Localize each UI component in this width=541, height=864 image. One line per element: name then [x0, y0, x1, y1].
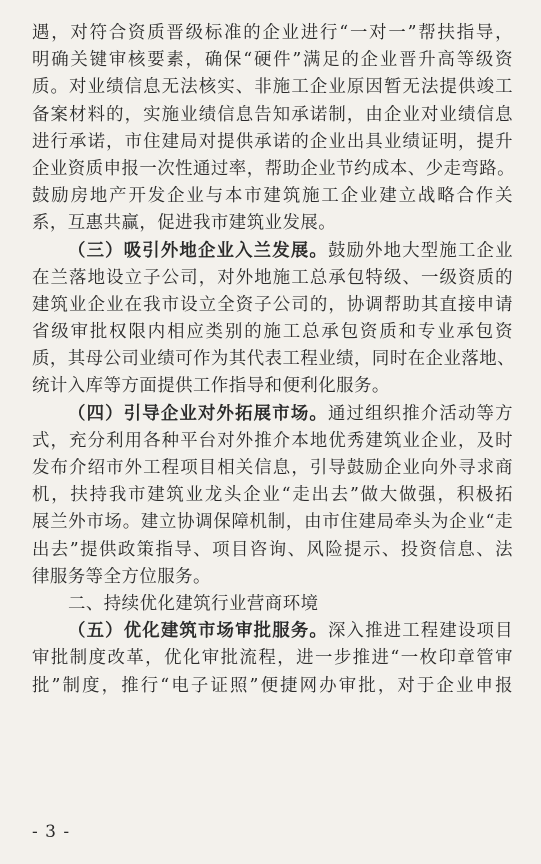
text-line: 统计入库等方面提供工作指导和便利化服务。: [32, 376, 390, 397]
text-line: 式，充分利用各种平台对外推介本地优秀建筑业企业，及时: [32, 430, 513, 451]
paragraph-text: 鼓励外地大型施工企业: [327, 240, 513, 261]
paragraph-text: 深入推进工程建设项目: [327, 621, 513, 642]
section-heading-3: （三）吸引外地企业入兰发展。: [68, 240, 328, 261]
text-line: 在兰落地设立子公司，对外地施工总承包特级、一级资质的: [32, 267, 513, 288]
text-line: 质。对业绩信息无法核实、非施工企业原因暂无法提供竣工: [32, 77, 513, 98]
text-line: 进行承诺，市住建局对提供承诺的企业出具业绩证明，提升: [32, 131, 513, 152]
text-line: 备案材料的，实施业绩信息告知承诺制，由企业对业绩信息: [32, 104, 513, 125]
text-line: 律服务等全方位服务。: [32, 566, 211, 587]
section-heading-5: （五）优化建筑市场审批服务。: [68, 621, 328, 642]
section-heading-4: （四）引导企业对外拓展市场。: [68, 403, 328, 424]
text-line: 鼓励房地产开发企业与本市建筑施工企业建立战略合作关: [32, 186, 513, 207]
text-line: 批”制度，推行“电子证照”便捷网办审批，对于企业申报: [32, 675, 513, 696]
paragraph-text: 通过组织推介活动等方: [327, 403, 513, 424]
text-line: 企业资质申报一次性通过率，帮助企业节约成本、少走弯路。: [32, 158, 516, 179]
text-line: 质，其母公司业绩可作为其代表工程业绩，同时在企业落地、: [32, 349, 516, 370]
text-line: 明确关键审核要素，确保“硬件”满足的企业晋升高等级资: [32, 50, 513, 71]
text-line: 展兰外市场。建立协调保障机制，由市住建局牵头为企业“走: [32, 512, 513, 533]
text-line: 审批制度改革，优化审批流程，进一步推进“一枚印章管审: [32, 648, 513, 669]
text-line: 发布介绍市外工程项目相关信息，引导鼓励企业向外寻求商: [32, 458, 513, 478]
text-line: 建筑业企业在我市设立全资子公司的，协调帮助其直接申请: [32, 294, 513, 315]
section-title: 二、持续优化建筑行业营商环境: [68, 593, 319, 614]
paragraph-first-line: [32, 618, 513, 645]
text-line: 系，互惠共赢，促进我市建筑业发展。: [32, 213, 337, 234]
text-line: 机，扶持我市建筑业龙头企业“走出去”做大做强，积极拓: [32, 485, 513, 506]
text-line: 省级审批权限内相应类别的施工总承包资质和专业承包资: [32, 322, 513, 343]
paragraph-first-line: [32, 238, 513, 265]
text-line: 出去”提供政策指导、项目咨询、风险提示、投资信息、法: [32, 539, 513, 560]
page-number: - 3 -: [32, 822, 71, 842]
text-line: 遇，对符合资质晋级标准的企业进行“一对一”帮扶指导，: [32, 23, 513, 43]
body-text: [32, 20, 516, 700]
paragraph-first-line: [32, 401, 513, 428]
